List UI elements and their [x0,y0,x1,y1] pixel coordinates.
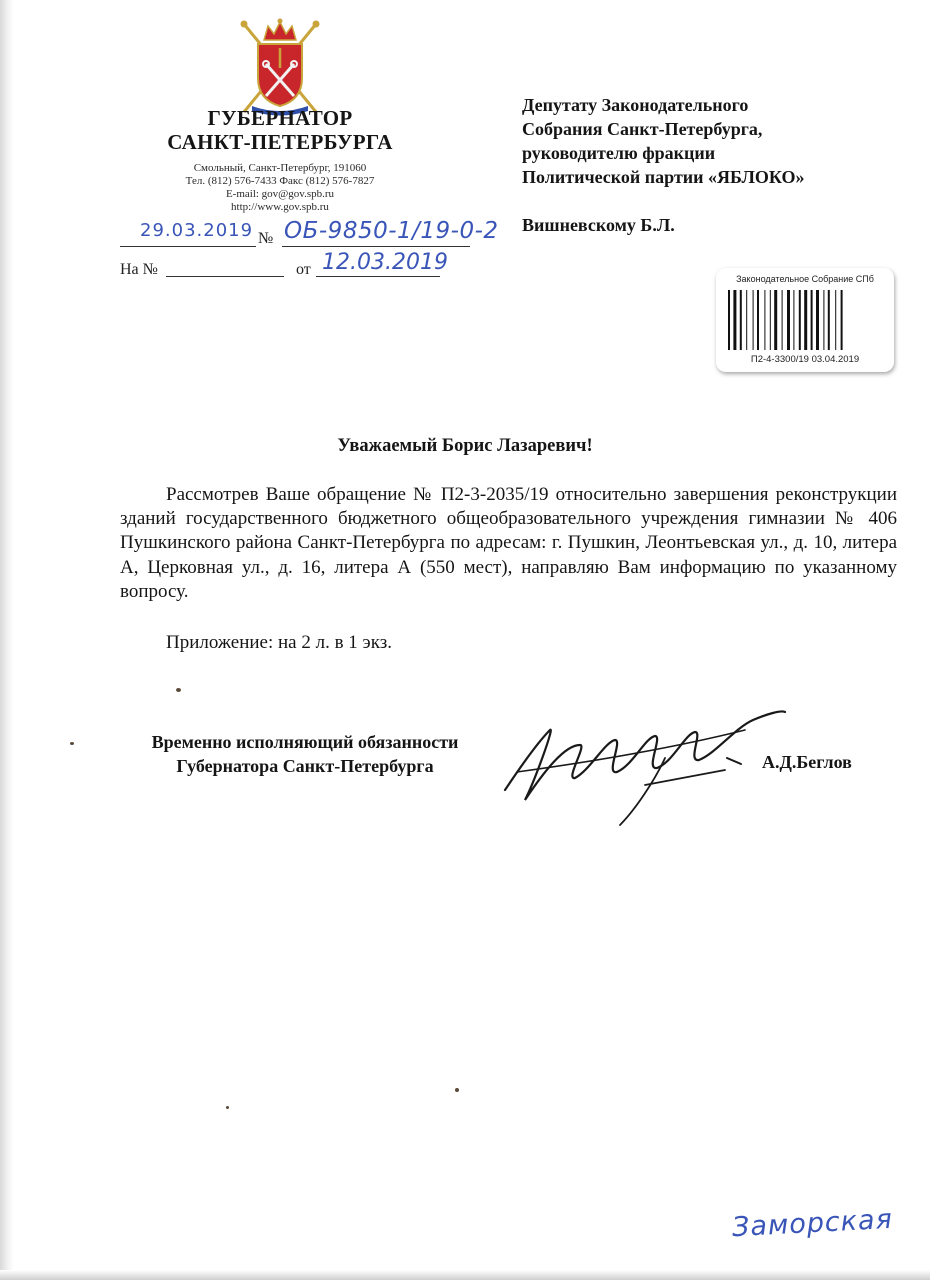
barcode-bar [782,290,783,350]
addressee-line1: Депутату Законодательного [522,95,749,115]
barcode-bar [746,290,747,350]
signer-title-line1: Временно исполняющий обязанности [151,732,459,752]
barcode-bar [757,290,759,350]
barcode-bar [793,290,794,350]
stamp-organization: Законодательное Собрание СПб [736,274,874,284]
barcode-bar [835,290,836,350]
from-label: от [296,261,311,278]
scan-speck [176,688,181,692]
reply-date-handwritten: 12.03.2019 [322,250,448,275]
barcode-bar [774,290,777,350]
addressee-block [522,93,902,189]
outgoing-number-handwritten: ОБ-9850-1/19-0-2 [284,218,499,244]
letter-paragraph: Рассмотрев Ваше обращение № П2-3-2035/19 относительно завершения реконструкции зданий государственного бюджетного общеобразовательного учреждения гимназии № 406 Пушкинского района Санкт-Петербурга по адресам: г. Пушкин, Леонтьевская ул., д. 10, литера А, Церковная ул., д. 16, литера А (550 мест), направляю Вам информацию по указанному вопросу. [120,484,897,602]
executor-handwritten-note: Заморская [731,1203,894,1244]
barcode-bar [787,290,790,350]
barcode-bar [770,290,771,350]
handwritten-signature [495,700,790,830]
barcode-bar [740,290,742,350]
reply-label: На № [120,261,158,278]
addressee-line2: Собрания Санкт-Петербурга, [522,119,763,139]
contact-email: E-mail: gov@gov.spb.ru [225,188,335,200]
barcode-bar [799,290,801,350]
number-underline [282,246,470,247]
signer-name: А.Д.Беглов [762,752,852,772]
registration-barcode-stamp [716,268,894,372]
contact-phones: Тел. (812) 576-7433 Факс (812) 576-7827 [185,175,375,187]
governor-title [140,106,420,154]
scan-left-edge [0,0,14,1280]
addressee-name: Вишневскому Б.Л. [522,215,675,235]
addressee-line3: руководителю фракции [522,143,716,163]
governor-title-line1: ГУБЕРНАТОР [207,106,353,130]
barcode-bar [764,290,765,350]
signer-title-line2: Губернатора Санкт-Петербурга [176,756,434,776]
governor-title-line2: САНКТ-ПЕТЕРБУРГА [167,130,393,154]
number-label: № [258,230,274,247]
barcode-bar [828,290,830,350]
barcode-bar [816,290,819,350]
attachment-note: Приложение: на 2 л. в 1 экз. [166,632,392,653]
addressee-line4: Политической партии «ЯБЛОКО» [522,167,805,187]
reply-date-underline [316,276,440,277]
barcode-bar [728,290,730,350]
salutation: Уважаемый Борис Лазаревич! [337,436,593,456]
outgoing-date-stamp: 29.03.2019 [140,220,254,241]
barcode-bar [811,290,813,350]
date-underline [120,246,256,247]
barcode-bar [823,290,824,350]
barcode-bar [733,290,736,350]
contact-address: Смольный, Санкт-Петербург, 191060 [193,162,367,174]
spb-coat-of-arms-icon [238,16,322,116]
scan-speck [226,1106,229,1109]
reply-number-underline [166,276,284,277]
scan-bottom-edge [0,1270,930,1280]
barcode-bar [753,290,754,350]
scan-speck [455,1088,459,1092]
contact-website: http://www.gov.spb.ru [231,201,329,213]
barcode-bar [804,290,807,350]
barcode-icon [728,290,882,350]
signer-title [112,730,498,778]
scan-speck [70,742,74,745]
barcode-bar [841,290,843,350]
stamp-registration-number: П2-4-3300/19 03.04.2019 [750,354,860,365]
governor-contacts [150,162,410,214]
